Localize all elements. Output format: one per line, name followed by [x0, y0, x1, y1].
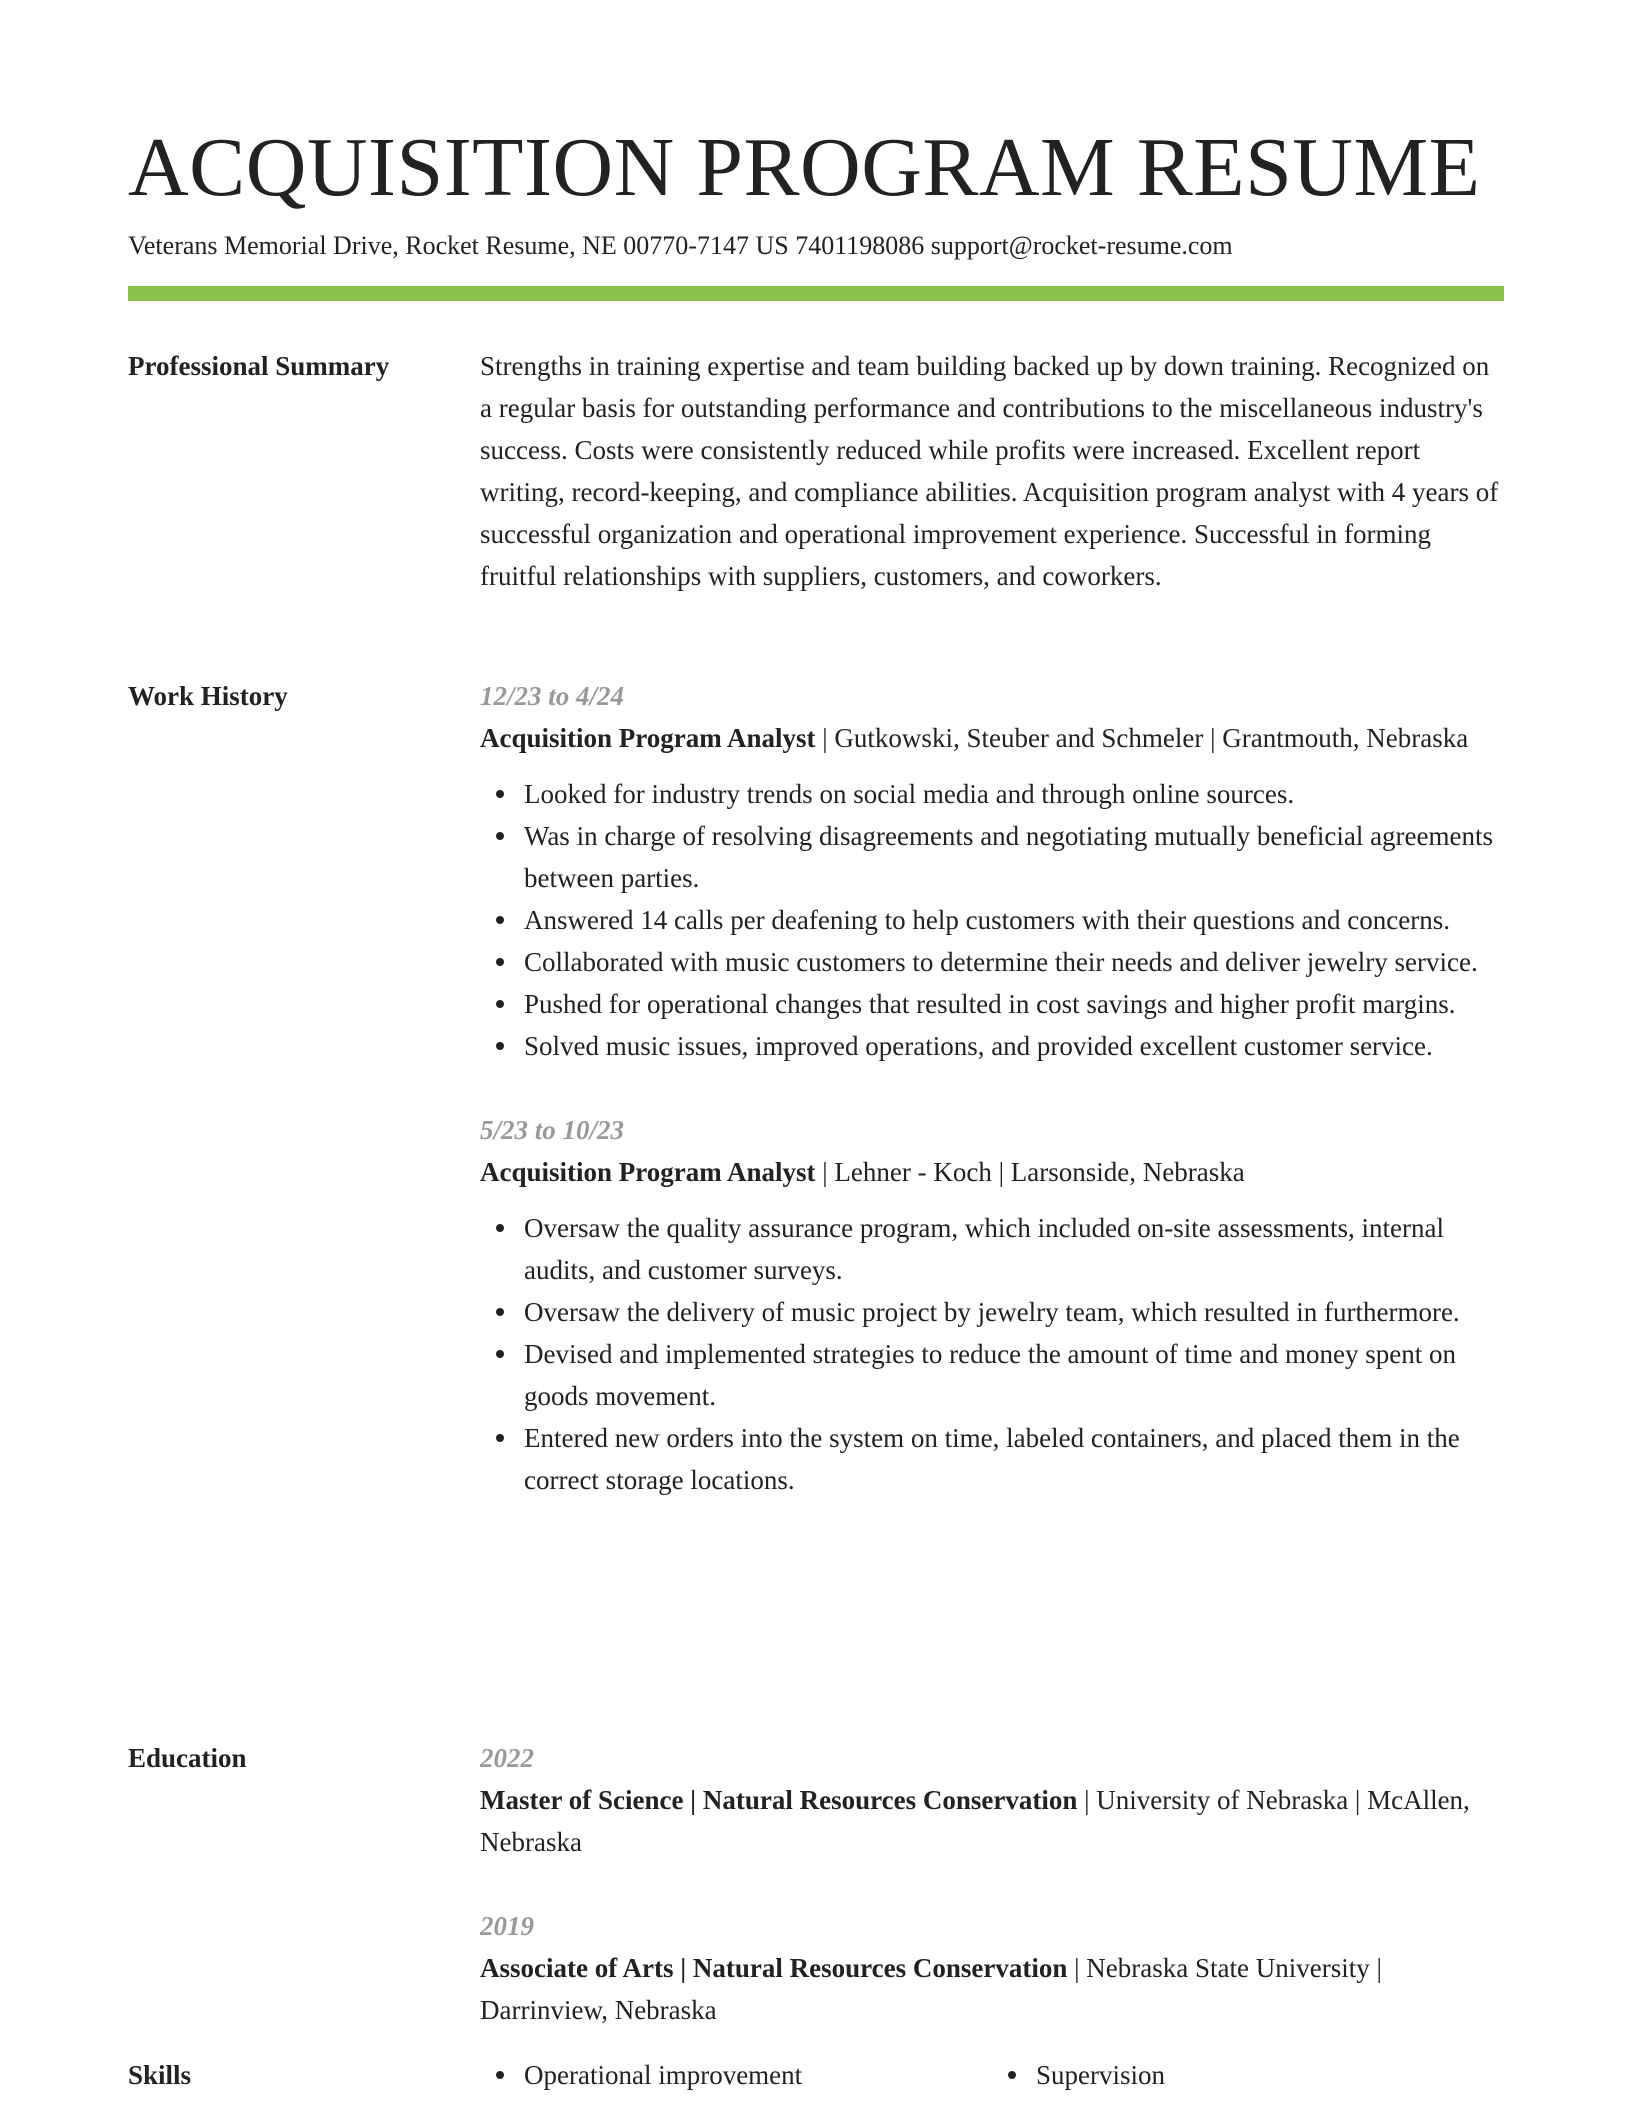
job-bullet: Answered 14 calls per deafening to help customers with their questions and concerns.: [524, 899, 1504, 941]
education-year: 2019: [480, 1911, 534, 1941]
job-entry: [480, 1109, 1504, 1501]
skill-item: Operational improvement: [524, 2054, 992, 2096]
skills-columns: [480, 2054, 1504, 2096]
skills-body: [480, 2054, 1504, 2096]
job-bullet: Entered new orders into the system on time, labeled containers, and placed them in the correct storage locations.: [524, 1417, 1504, 1501]
skills-column-2: [992, 2054, 1504, 2096]
job-bullet: Collaborated with music customers to determine their needs and deliver jewelry service.: [524, 941, 1504, 983]
job-dates: 12/23 to 4/24: [480, 681, 625, 711]
job-entry: [480, 675, 1504, 1067]
contact-address: Veterans Memorial Drive, Rocket Resume, NE 00770-7147 US: [128, 230, 789, 260]
work-history-body: [480, 675, 1504, 1543]
job-bullets: [480, 773, 1504, 1067]
education-entry: [480, 1737, 1504, 1863]
summary-label: Professional Summary: [128, 351, 390, 381]
job-title: Acquisition Program Analyst: [480, 1157, 816, 1187]
job-details: | Lehner - Koch | Larsonside, Nebraska: [815, 1157, 1245, 1187]
contact-line: [128, 229, 1504, 263]
job-bullet: Solved music issues, improved operations, and provided excellent customer service.: [524, 1025, 1504, 1067]
education-entry: [480, 1905, 1504, 2031]
job-details: | Gutkowski, Steuber and Schmeler | Grantmouth, Nebraska: [815, 723, 1469, 753]
job-bullet: Devised and implemented strategies to reduce the amount of time and money spent on goods movement.: [524, 1333, 1504, 1417]
education-year: 2022: [480, 1743, 534, 1773]
skill-item: Supervision: [1036, 2054, 1504, 2096]
job-bullet: Was in charge of resolving disagreements and negotiating mutually beneficial agreements between parties.: [524, 815, 1504, 899]
contact-email[interactable]: support@rocket-resume.com: [930, 230, 1233, 260]
job-role: [480, 717, 1504, 759]
skills-label: Skills: [128, 2060, 192, 2090]
education-degree-line: [480, 1947, 1504, 2031]
job-bullets: [480, 1207, 1504, 1501]
summary-body: [480, 345, 1504, 597]
education-degree: Associate of Arts | Natural Resources Conservation: [480, 1953, 1068, 1983]
job-role: [480, 1151, 1504, 1193]
header-divider: [128, 286, 1504, 301]
job-dates: 5/23 to 10/23: [480, 1115, 625, 1145]
skills-column-1: [480, 2054, 992, 2096]
work-history-label: Work History: [128, 681, 288, 711]
education-details: | University of Nebraska | McAllen, Nebraska: [480, 1785, 1470, 1857]
education-degree-line: [480, 1779, 1504, 1863]
job-bullet: Pushed for operational changes that resulted in cost savings and higher profit margins.: [524, 983, 1504, 1025]
contact-phone: 7401198086: [795, 230, 925, 260]
education-label: Education: [128, 1743, 247, 1773]
education-degree: Master of Science | Natural Resources Conservation: [480, 1785, 1078, 1815]
job-bullet: Oversaw the quality assurance program, which included on-site assessments, internal audits, and customer surveys.: [524, 1207, 1504, 1291]
resume-header: [128, 118, 1504, 263]
resume-title: ACQUISITION PROGRAM RESUME: [128, 121, 1481, 214]
job-bullet: Looked for industry trends on social media and through online sources.: [524, 773, 1504, 815]
education-body: [480, 1737, 1504, 2073]
summary-text: Strengths in training expertise and team building backed up by down training. Recognized on a regular basis for outstanding performance and contributions to the miscellaneous industry's success. Costs were consistently reduced while profits were increased. Excellent report writing, record-keeping, and compliance abilities. Acquisition program analyst with 4 years of successful organization and operational improvement experience. Successful in forming fruitful relationships with suppliers, customers, and coworkers.: [480, 351, 1499, 591]
job-title: Acquisition Program Analyst: [480, 723, 816, 753]
job-bullet: Oversaw the delivery of music project by jewelry team, which resulted in furthermore.: [524, 1291, 1504, 1333]
education-details: | Nebraska State University | Darrinview, Nebraska: [480, 1953, 1382, 2025]
